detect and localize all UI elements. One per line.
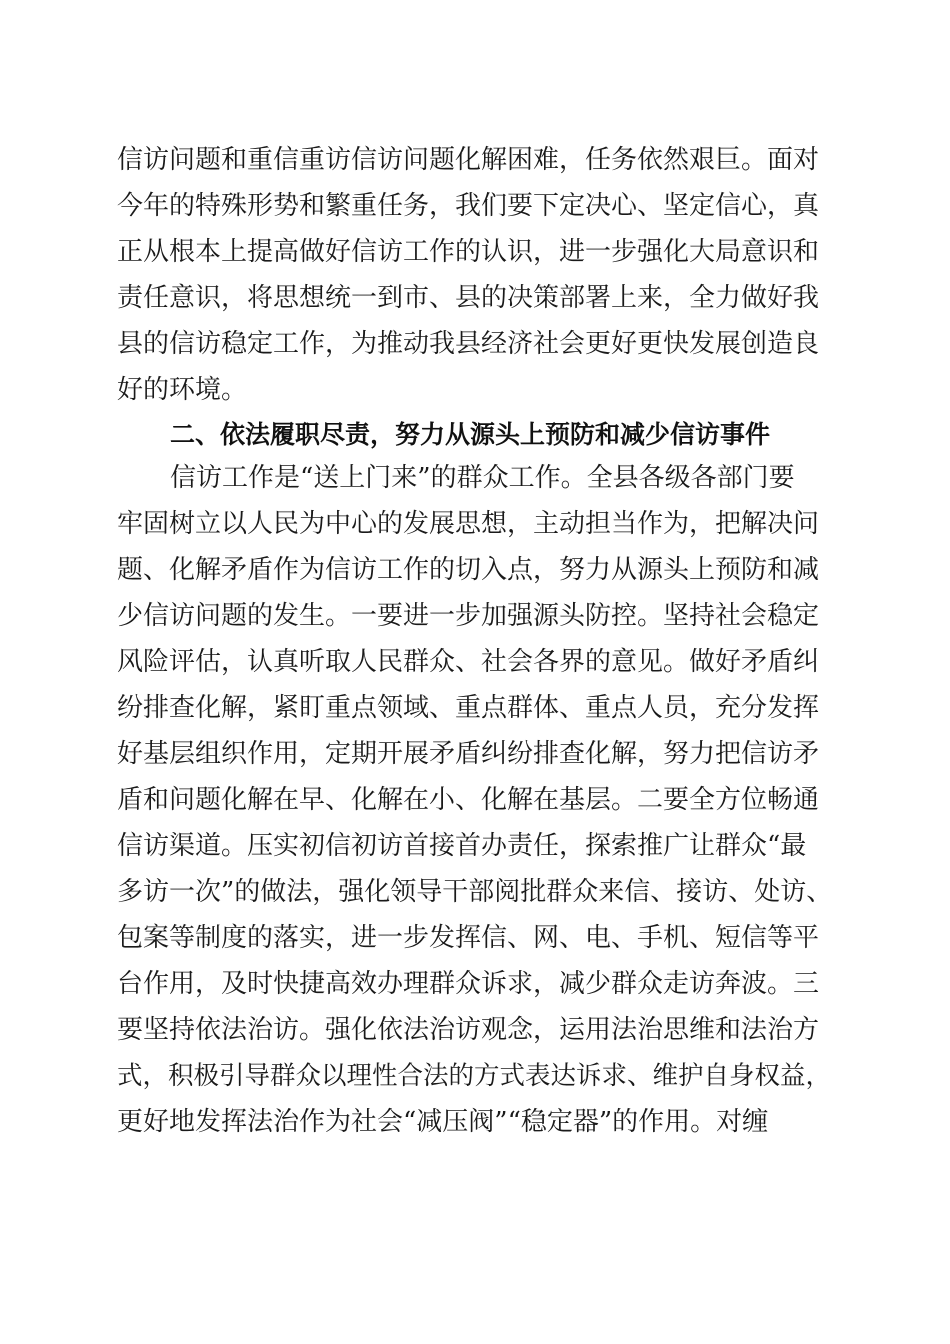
paragraph-line: 更好地发挥法治作为社会“减压阀”“稳定器”的作用。对缠 bbox=[117, 1107, 769, 1137]
paragraph-line: 县的信访稳定工作，为推动我县经济社会更好更快发展创造良 bbox=[117, 329, 820, 359]
paragraph-line: 好基层组织作用，定期开展矛盾纠纷排查化解，努力把信访矛 bbox=[117, 739, 820, 769]
paragraph-line: 信访工作是“送上门来”的群众工作。全县各级各部门要 bbox=[170, 463, 795, 493]
paragraph-line: 包案等制度的落实，进一步发挥信、网、电、手机、短信等平 bbox=[117, 923, 820, 953]
paragraph-line: 式，积极引导群众以理性合法的方式表达诉求、维护自身权益， bbox=[117, 1061, 832, 1091]
paragraph-line: 盾和问题化解在早、化解在小、化解在基层。二要全方位畅通 bbox=[117, 785, 820, 815]
paragraph-line: 台作用，及时快捷高效办理群众诉求，减少群众走访奔波。三 bbox=[117, 969, 820, 999]
paragraph-line: 今年的特殊形势和繁重任务，我们要下定决心、坚定信心，真 bbox=[117, 191, 820, 221]
paragraph-line: 信访问题和重信重访信访问题化解困难，任务依然艰巨。面对 bbox=[117, 145, 820, 175]
section-heading: 二、依法履职尽责，努力从源头上预防和减少信访事件 bbox=[170, 420, 771, 449]
paragraph-line: 好的环境。 bbox=[117, 375, 248, 405]
paragraph-line: 正从根本上提高做好信访工作的认识，进一步强化大局意识和 bbox=[117, 237, 820, 267]
paragraph-line: 纷排查化解，紧盯重点领域、重点群体、重点人员，充分发挥 bbox=[117, 693, 820, 723]
paragraph-line: 风险评估，认真听取人民群众、社会各界的意见。做好矛盾纠 bbox=[117, 647, 820, 677]
paragraph-line: 信访渠道。压实初信初访首接首办责任，探索推广让群众“最 bbox=[117, 831, 807, 861]
paragraph-line: 牢固树立以人民为中心的发展思想，主动担当作为，把解决问 bbox=[117, 509, 820, 539]
paragraph-line: 责任意识，将思想统一到市、县的决策部署上来，全力做好我 bbox=[117, 283, 820, 313]
paragraph-line: 少信访问题的发生。一要进一步加强源头防控。坚持社会稳定 bbox=[117, 601, 820, 631]
paragraph-line: 要坚持依法治访。强化依法治访观念，运用法治思维和法治方 bbox=[117, 1015, 820, 1045]
paragraph-line: 题、化解矛盾作为信访工作的切入点，努力从源头上预防和减 bbox=[117, 555, 820, 585]
paragraph-line: 多访一次”的做法，强化领导干部阅批群众来信、接访、处访、 bbox=[117, 877, 833, 907]
